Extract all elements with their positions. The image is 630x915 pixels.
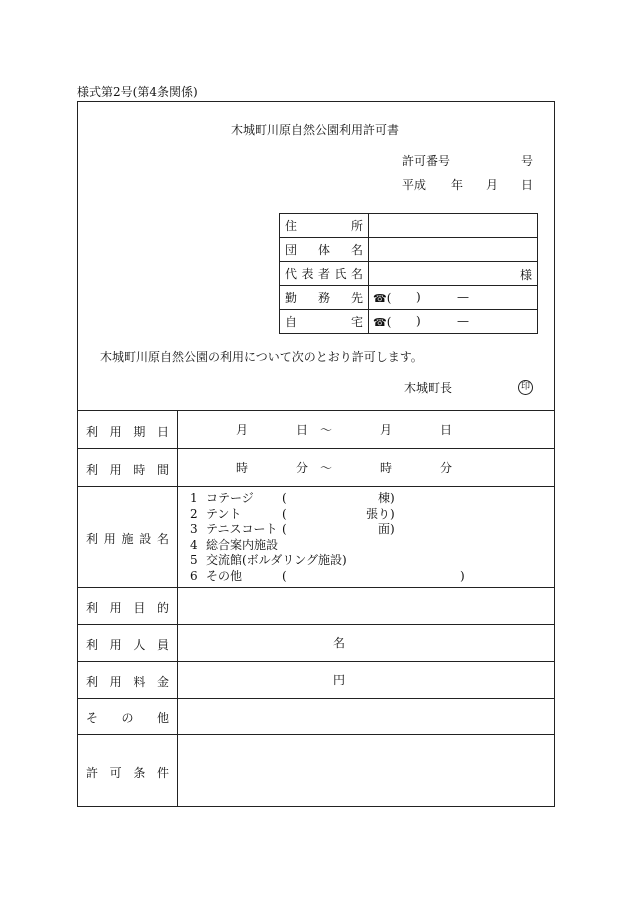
group-name-label: 団 体 名	[280, 238, 369, 262]
facility-item-open: (	[282, 507, 287, 521]
time-wave: 〜	[320, 461, 333, 475]
date-year: 年	[451, 178, 464, 192]
workplace-row	[280, 286, 538, 310]
home-phone-field[interactable]: ☎( ) —	[369, 310, 538, 334]
other-field[interactable]	[178, 699, 554, 733]
facility-item-tennis-court[interactable]: テニスコート	[206, 522, 278, 536]
period-start-month: 月	[236, 423, 249, 437]
fee-field[interactable]	[178, 662, 554, 697]
fee-label: 利 用 料 金	[86, 675, 169, 689]
form-number-label: 様式第2号(第4条関係)	[77, 85, 198, 99]
group-name-row	[280, 238, 538, 262]
applicant-info-table	[279, 213, 538, 334]
workplace-label: 勤 務 先	[280, 286, 369, 310]
time-start-hour: 時	[236, 461, 249, 475]
representative-label: 代 表 者 氏 名	[280, 262, 369, 286]
fee-unit: 円	[333, 673, 346, 687]
facility-item-tent[interactable]: テント	[206, 507, 242, 521]
facility-item-open: (	[282, 569, 287, 583]
representative-row	[280, 262, 538, 286]
conditions-field[interactable]	[178, 735, 554, 806]
time-field[interactable]	[178, 449, 554, 485]
facility-item-no: 5	[190, 553, 198, 567]
home-row	[280, 310, 538, 334]
purpose-label: 利 用 目 的	[86, 601, 169, 615]
facility-item-no: 2	[190, 507, 198, 521]
representative-field[interactable]	[369, 262, 538, 286]
workplace-phone-field[interactable]: ☎( ) —	[369, 286, 538, 310]
home-label: 自 宅	[280, 310, 369, 334]
address-field[interactable]	[369, 214, 538, 238]
address-row	[280, 214, 538, 238]
facility-item-close: 棟)	[378, 491, 395, 505]
period-end-month: 月	[380, 423, 393, 437]
time-end-hour: 時	[380, 461, 393, 475]
period-start-day: 日	[296, 423, 309, 437]
facility-item-close: 面)	[378, 522, 395, 536]
date-day: 日	[521, 178, 534, 192]
people-field[interactable]	[178, 625, 554, 660]
facility-item-close: )	[460, 569, 465, 583]
honorific-sama: 様	[519, 268, 532, 282]
facility-item-no: 3	[190, 522, 198, 536]
address-label: 住 所	[280, 214, 369, 238]
conditions-label: 許 可 条 件	[86, 766, 169, 780]
facility-item-close: 張り)	[366, 507, 395, 521]
facility-item-cottage[interactable]: コテージ	[206, 491, 254, 505]
permit-number-label: 許可番号	[402, 154, 451, 168]
people-label: 利 用 人 員	[86, 638, 169, 652]
facility-item-other[interactable]: その他	[206, 569, 243, 583]
purpose-field[interactable]	[178, 588, 554, 623]
other-label: そ の 他	[86, 711, 169, 725]
period-wave: 〜	[320, 423, 333, 437]
facility-item-open: (	[282, 522, 287, 536]
issuer-title: 木城町長	[404, 381, 453, 395]
time-end-minute: 分	[440, 461, 453, 475]
period-field[interactable]	[178, 411, 554, 447]
people-unit: 名	[333, 636, 346, 650]
telephone-icon: ☎	[373, 291, 387, 305]
period-label: 利 用 期 日	[86, 425, 169, 439]
group-name-field[interactable]	[369, 238, 538, 262]
facility-item-no: 4	[190, 538, 198, 552]
time-label: 利 用 時 間	[86, 463, 169, 477]
facility-item-no: 6	[190, 569, 198, 583]
facility-item-open: (	[282, 491, 287, 505]
document-title: 木城町川原自然公園利用許可書	[230, 123, 399, 137]
date-month: 月	[486, 178, 499, 192]
permit-number-suffix: 号	[521, 154, 534, 168]
facility-item-info-center[interactable]: 総合案内施設	[206, 538, 279, 552]
period-end-day: 日	[440, 423, 453, 437]
time-start-minute: 分	[296, 461, 309, 475]
telephone-icon: ☎	[373, 315, 387, 329]
facility-item-exchange-hall[interactable]: 交流館(ボルダリング施設)	[206, 553, 347, 567]
facility-label: 利 用 施 設 名	[86, 532, 169, 546]
grid-line	[77, 486, 555, 487]
permission-statement: 木城町川原自然公園の利用について次のとおり許可します。	[100, 350, 423, 364]
seal-mark: 印	[518, 380, 533, 395]
date-era: 平成	[402, 178, 427, 192]
facility-item-no: 1	[190, 491, 198, 505]
